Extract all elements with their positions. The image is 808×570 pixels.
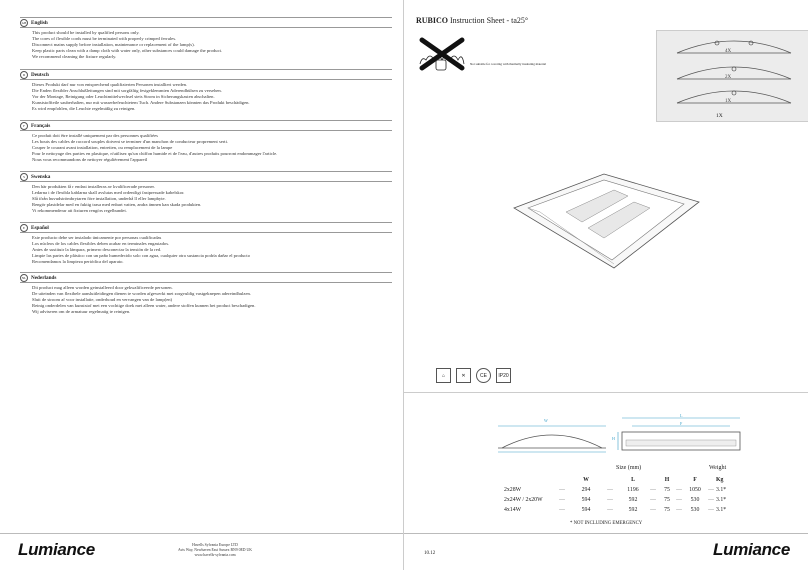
language-flag-icon: NL bbox=[21, 275, 27, 280]
table-row bbox=[504, 485, 732, 495]
language-body bbox=[20, 235, 392, 265]
instruction-line: Kunststoffteile sauberhalten, nur mit wasserbefeuchtetem Tuch. Andere Substanzen könnten das Produkt beschädigen. bbox=[32, 100, 250, 105]
language-name: English bbox=[31, 19, 48, 26]
language-section bbox=[20, 120, 392, 163]
instruction-line: Pour le nettoyage des parties en plastique, n'utilisez qu'un chiffon humide et de l'eau, d'autres produits pourront endommager l'article. bbox=[32, 151, 278, 156]
instruction-line: Este producto debe ser instalado únicamente por personas cualificadas bbox=[32, 235, 162, 240]
kit-caption: 1X bbox=[716, 113, 723, 119]
ip20-icon: IP20 bbox=[496, 368, 511, 383]
dim-label-w: W bbox=[544, 418, 548, 423]
col-header: Kg bbox=[716, 477, 724, 483]
installation-diagrams bbox=[657, 31, 808, 121]
table-cell-model: 2x24W / 2x20W bbox=[504, 497, 543, 503]
instruction-line: Antes de sustituir la lámpara, primero desconectar la tensión de la red. bbox=[32, 247, 162, 252]
table-cell-kg: 3.1* bbox=[716, 497, 727, 503]
instruction-line: Keep plastic parts clean with a damp cloth with water only, other substances could damage the product. bbox=[32, 48, 223, 53]
dim-label-l: L bbox=[680, 413, 683, 418]
size-header: Size (mm) bbox=[616, 465, 642, 471]
language-section bbox=[20, 17, 392, 60]
instruction-line: Dieses Produkt darf nur von entsprechend qualifizierten Personen installiert werden. bbox=[32, 82, 188, 87]
table-cell-h: 75 bbox=[664, 487, 670, 493]
address-line: www.havells-sylvania.com bbox=[194, 553, 236, 557]
instruction-line: Disconnect mains supply before installation, maintenance or replacement of the lamp(s). bbox=[32, 42, 195, 47]
language-header bbox=[20, 120, 392, 131]
table-dash: — bbox=[559, 507, 565, 513]
table-cell-l: 592 bbox=[628, 507, 638, 513]
table-cell-l: 592 bbox=[628, 497, 638, 503]
table-dash: — bbox=[676, 507, 682, 513]
language-flag-icon: GB bbox=[21, 20, 27, 25]
kit-label: 1X bbox=[725, 99, 732, 104]
language-section bbox=[20, 171, 392, 214]
table-cell-f: 530 bbox=[690, 507, 700, 513]
language-name: Français bbox=[31, 122, 51, 129]
dim-label-h: H bbox=[612, 436, 615, 441]
table-dash: — bbox=[650, 487, 656, 493]
table-dash: — bbox=[607, 497, 613, 503]
instruction-line: Rengör plastdelar med en fuktig trasa med enbart vatten, andra ämnen kan skada produkten. bbox=[32, 202, 202, 207]
table-cell-f: 1050 bbox=[689, 487, 701, 493]
language-header bbox=[20, 222, 392, 233]
instruction-line: Vor der Montage, Reinigung oder Leuchtmittelwechsel stets Strom in Sicherungskasten abschalten. bbox=[32, 94, 215, 99]
instruction-line: Les bouts des cables de raccord souples doivent se terminer d'un manchon de conducteur proprement serti. bbox=[32, 139, 228, 144]
table-dash: — bbox=[708, 497, 714, 503]
instruction-line: Reinig onderdelen van kunststof met een vochtige doek met alleen water, andere stoffen kunnen het product beschadigen. bbox=[32, 303, 256, 308]
weight-header: Weight bbox=[709, 465, 727, 471]
table-dash: — bbox=[676, 497, 682, 503]
instruction-line: The cores of flexible cords must be terminated with properly crimped ferrules. bbox=[32, 36, 177, 41]
table-dash: — bbox=[559, 487, 565, 493]
language-header bbox=[20, 272, 392, 283]
instruction-line: Den här produkten få r endast installeras av kvalificerade personer. bbox=[32, 184, 155, 189]
table-dash: — bbox=[607, 487, 613, 493]
table-cell-model: 2x28W bbox=[504, 487, 522, 493]
side-view-diagram bbox=[492, 418, 612, 458]
installation-kit-panel bbox=[656, 30, 808, 122]
table-cell-h: 75 bbox=[664, 497, 670, 503]
col-header: H bbox=[664, 477, 670, 483]
right-page bbox=[404, 0, 808, 570]
table-cell-w: 294 bbox=[581, 487, 591, 493]
table-row bbox=[504, 505, 732, 515]
table-cell-model: 4x14W bbox=[504, 507, 522, 513]
instruction-line: This product should be installed by qualified persons only. bbox=[32, 30, 140, 35]
table-cell-h: 75 bbox=[664, 507, 670, 513]
kit-label: 2X bbox=[725, 75, 732, 80]
instruction-line: Dit product mag alleen worden geinstalleerd door gekwalificeerde personen. bbox=[32, 285, 173, 290]
instruction-line: Die Enden flexibler Anschlußleitungen sind mit sorgfältig festgeklemmten Aderendhülsen zu versehen. bbox=[32, 88, 222, 93]
language-flag-icon: S bbox=[20, 173, 28, 181]
language-name: Nederlands bbox=[31, 274, 57, 281]
table-cell-kg: 3.1* bbox=[716, 507, 727, 513]
language-flag-icon: D bbox=[20, 71, 28, 79]
language-body bbox=[20, 82, 392, 112]
table-dash: — bbox=[607, 507, 613, 513]
instruction-line: Los núcleos de los cables flexibles deben acabar en terminales engastados. bbox=[32, 241, 170, 246]
title-text: Instruction Sheet - ta25° bbox=[448, 16, 529, 25]
lumiance-logo: Lumiance bbox=[18, 540, 95, 559]
emergency-note: * NOT INCLUDING EMERGENCY bbox=[570, 521, 643, 526]
table-dash: — bbox=[650, 497, 656, 503]
no-insulation-icon: ✕ bbox=[456, 368, 471, 383]
protection-class-icon: ⌂ bbox=[436, 368, 451, 383]
instruction-line: De uiteinden van flexibele aansluitleidingen dienen te worden afgewerkt met zorgvuldig vastgeknepen adereindhulzen. bbox=[32, 291, 251, 296]
instruction-line: Nous vous recommandons de nettoyer régulièrement l'appareil bbox=[32, 157, 148, 162]
table-cell-w: 594 bbox=[581, 497, 591, 503]
address-line: Avis Way, Newhaven East Sussex BN9 0ED UK bbox=[178, 548, 252, 552]
kit-label: 4X bbox=[725, 49, 732, 54]
instruction-line: Vi rekommenderar att fixturen rengörs regelbundet. bbox=[32, 208, 127, 213]
table-dash: — bbox=[676, 487, 682, 493]
language-body bbox=[20, 184, 392, 214]
language-body bbox=[20, 133, 392, 163]
instruction-line: Couper le courant avant installation, entretien, ou remplacement de la lampe bbox=[32, 145, 173, 150]
instruction-line: Slå ifrån huvudströmbrytaren före installation, underhå ll eller lampbyte. bbox=[32, 196, 166, 201]
warning-text: Not suitable for covering with thermally insulating material bbox=[470, 62, 547, 66]
language-section bbox=[20, 272, 392, 315]
instruction-line: Sluit de stroom af voor installatie, onderhoud en vervangen van de lamp(en) bbox=[32, 297, 173, 302]
spec-table bbox=[504, 475, 732, 515]
language-body bbox=[20, 30, 392, 60]
table-cell-w: 594 bbox=[581, 507, 591, 513]
document-date: 10.12 bbox=[424, 551, 436, 556]
col-header: W bbox=[583, 477, 589, 483]
language-flag-icon: E bbox=[20, 224, 28, 232]
ce-icon: CE bbox=[476, 368, 491, 383]
dim-label-f: F bbox=[680, 421, 683, 426]
left-footer bbox=[0, 533, 404, 570]
language-name: Deutsch bbox=[31, 71, 49, 78]
certification-icons bbox=[436, 368, 511, 383]
address-line: Havells Sylvania Europe LTD bbox=[192, 543, 238, 547]
instruction-line: Recomendamos la limpieza periódica del aparato. bbox=[32, 259, 124, 264]
table-cell-f: 530 bbox=[690, 497, 700, 503]
brand-name: RUBICO bbox=[416, 16, 449, 25]
lumiance-logo: Lumiance bbox=[713, 540, 790, 559]
language-flag-icon: F bbox=[20, 122, 28, 130]
language-header bbox=[20, 17, 392, 28]
no-insulation-warning-icon bbox=[412, 30, 478, 72]
front-view-diagram bbox=[616, 412, 746, 458]
luminaire-illustration bbox=[504, 168, 704, 278]
right-footer bbox=[404, 533, 808, 570]
company-address bbox=[170, 543, 260, 558]
instruction-line: Wij adviseren om de armatuur regelmatig te reinigen. bbox=[32, 309, 131, 314]
table-row bbox=[504, 495, 732, 505]
table-dash: — bbox=[708, 487, 714, 493]
language-section bbox=[20, 69, 392, 112]
language-name: Español bbox=[31, 224, 49, 231]
table-cell-l: 1196 bbox=[627, 487, 639, 493]
section-separator bbox=[404, 392, 808, 393]
language-section bbox=[20, 222, 392, 265]
instruction-line: Limpie las partes de plástico con un paño humedecido solo con agua, cualquier otra sustancia podría dañar el producto bbox=[32, 253, 251, 258]
instruction-line: Ce produit doit être installé uniquement par des personnes qualifiées bbox=[32, 133, 158, 138]
language-name: Swenska bbox=[31, 173, 51, 180]
instruction-line: Ledarna i de flexibla kablarna skall avslutas med ordentligt fastpressade kabelskor. bbox=[32, 190, 185, 195]
table-dash: — bbox=[559, 497, 565, 503]
table-dash: — bbox=[650, 507, 656, 513]
language-body bbox=[20, 285, 392, 315]
table-cell-kg: 3.1* bbox=[716, 487, 727, 493]
instruction-line: We recommend cleaning the fixture regularly. bbox=[32, 54, 117, 59]
table-header-row bbox=[504, 475, 732, 485]
col-header: F bbox=[693, 477, 697, 483]
instruction-line: Es wird empfohlen, die Leuchte regelmäßig zu reinigen. bbox=[32, 106, 136, 111]
page-title bbox=[416, 16, 528, 25]
language-header bbox=[20, 171, 392, 182]
col-header: L bbox=[631, 477, 635, 483]
language-header bbox=[20, 69, 392, 80]
table-dash: — bbox=[708, 507, 714, 513]
